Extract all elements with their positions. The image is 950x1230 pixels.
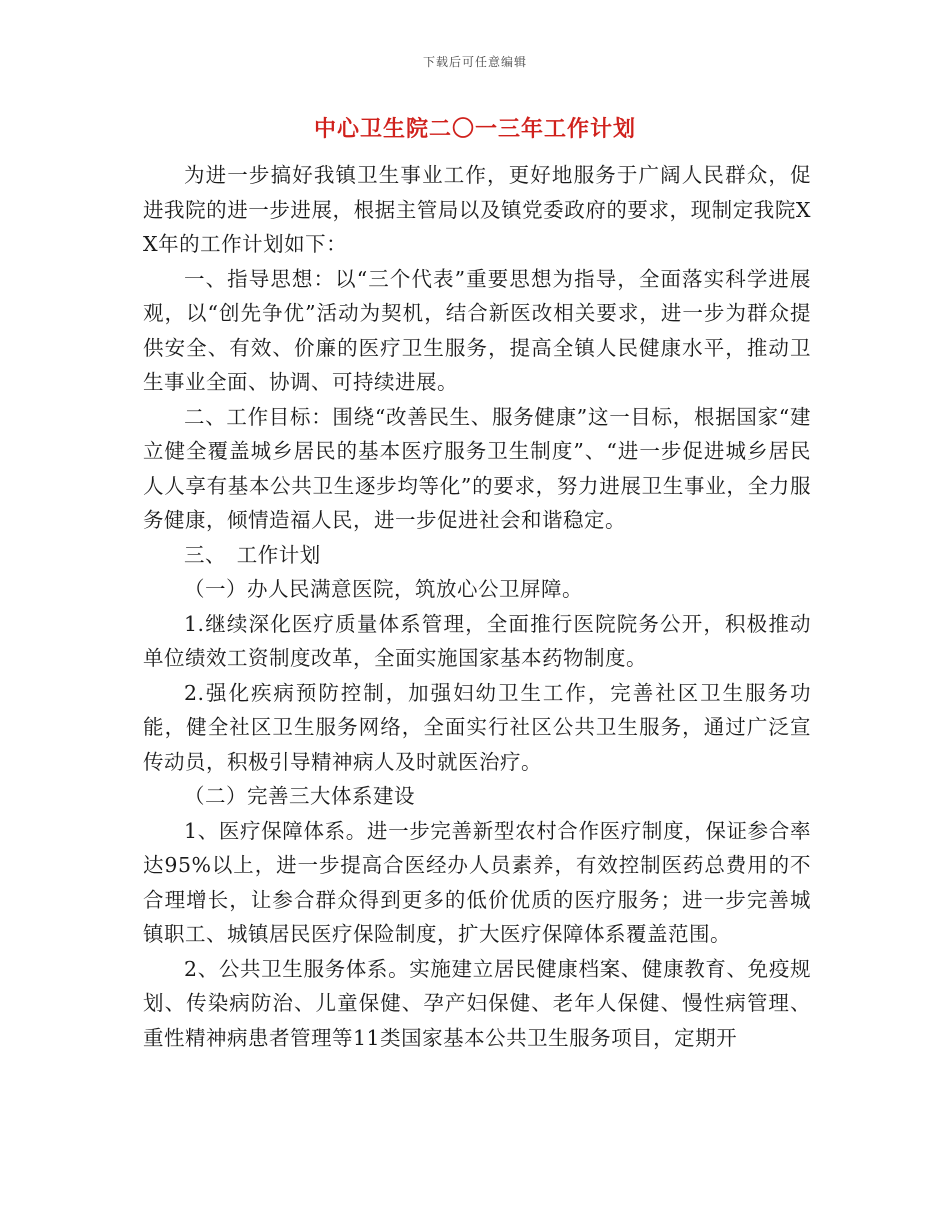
paragraph-item-2-1: 1、医疗保障体系。进一步完善新型农村合作医疗制度，保证参合率达95%以上，进一步提高合医经办人员素养，有效控制医药总费用的不合理增长，让参合群众得到更多的低价优质的医疗服务；进一步完善城镇职工、城镇居民医疗保险制度，扩大医疗保障体系覆盖范围。 bbox=[143, 818, 811, 946]
paragraph-work-goal: 二、工作目标：围绕“改善民生、服务健康”这一目标，根据国家“建立健全覆盖城乡居民的基本医疗服务卫生制度”、“进一步促进城乡居民人人享有基本公共卫生逐步均等化”的要求，努力进展卫生事业，全力服务健康，倾情造福人民，进一步促进社会和谐稳定。 bbox=[143, 404, 811, 532]
subsection-heading-2: （二）完善三大体系建设 bbox=[184, 784, 415, 808]
paragraph-intro: 为进一步搞好我镇卫生事业工作，更好地服务于广阔人民群众，促进我院的进一步进展，根据主管局以及镇党委政府的要求，现制定我院XX年的工作计划如下： bbox=[143, 163, 811, 256]
document-body bbox=[143, 158, 811, 1055]
header-note: 下载后可任意编辑 bbox=[422, 55, 527, 69]
subsection-heading-1: （一）办人民满意医院，筑放心公卫屏障。 bbox=[184, 577, 583, 601]
paragraph-item-1-1: 1.继续深化医疗质量体系管理，全面推行医院院务公开，积极推动单位绩效工资制度改革，全面实施国家基本药物制度。 bbox=[143, 611, 811, 670]
document-title: 中心卫生院二〇一三年工作计划 bbox=[313, 116, 636, 142]
paragraph-item-2-2: 2、公共卫生服务体系。实施建立居民健康档案、健康教育、免疫规划、传染病防治、儿童保健、孕产妇保健、老年人保健、慢性病管理、重性精神病患者管理等11类国家基本公共卫生服务项目，定期开 bbox=[143, 956, 811, 1050]
paragraph-item-1-2: 2.强化疾病预防控制，加强妇幼卫生工作，完善社区卫生服务功能，健全社区卫生服务网络，全面实行社区公共卫生服务，通过广泛宣传动员，积极引导精神病人及时就医治疗。 bbox=[143, 680, 811, 774]
paragraph-guiding-thought: 一、指导思想：以“三个代表”重要思想为指导，全面落实科学进展观，以“创先争优”活动为契机，结合新医改相关要求，进一步为群众提供安全、有效、价廉的医疗卫生服务，提高全镇人民健康水平，推动卫生事业全面、协调、可持续进展。 bbox=[143, 266, 811, 394]
section-heading-work-plan: 三、 工作计划 bbox=[184, 542, 321, 567]
